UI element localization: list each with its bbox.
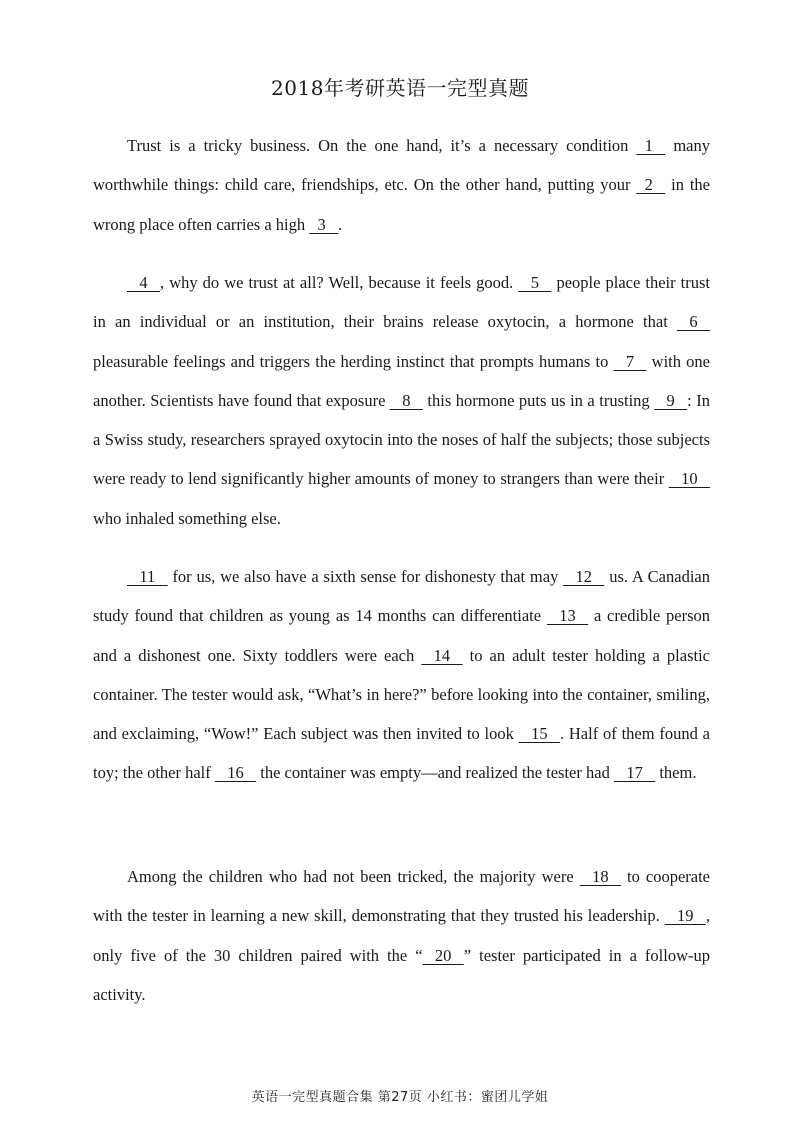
blank-3: 3	[309, 214, 339, 234]
text-segment: to cooperate with the tester in learning a new skill, demonstrating that they trusted his leadership.	[93, 867, 710, 926]
text-segment: many worthwhile things: child care, friendships, etc. On the other hand, putting your	[93, 136, 710, 195]
blank-15: 15	[518, 724, 560, 744]
paragraph-1	[93, 126, 710, 244]
text-segment: for us, we also have a sixth sense for dishonesty that may	[167, 567, 564, 586]
blank-16: 16	[214, 763, 257, 783]
text-segment: us. A Canadian study found that children as young as 14 months can differentiate	[93, 567, 710, 626]
text-segment: Trust is a tricky business. On the one hand, it’s a necessary condition	[127, 136, 637, 155]
text-segment: , only five of the 30 children paired with the “	[93, 906, 710, 965]
text-segment: ” tester participated in a follow-up activity.	[93, 945, 710, 1004]
page-footer: 英语一完型真题合集 第27页 小红书：蜜团儿学姐	[251, 1090, 549, 1105]
text-segment: to an adult tester holding a plastic container. The tester would ask, “What’s in here?” before looking into the container, smiling, and exclaiming, “Wow!” Each subject was then invited to look	[93, 645, 710, 744]
blank-12: 12	[563, 567, 605, 586]
paragraph-3	[93, 557, 710, 793]
blank-10: 10	[668, 469, 710, 489]
text-segment: this hormone puts us in a trusting	[422, 390, 655, 410]
document-title: 2018年考研英语一完型真题	[271, 76, 529, 100]
blank-7: 7	[613, 351, 647, 371]
text-segment: : In a Swiss study, researchers sprayed oxytocin into the noses of half the subjects; those subjects were ready to lend significantly higher amounts of money to strangers than were their	[93, 390, 711, 489]
text-segment: pleasurable feelings and triggers the herding instinct that prompts humans to	[93, 351, 614, 371]
blank-9: 9	[654, 390, 688, 410]
paragraph-2	[93, 263, 710, 538]
text-segment: them.	[655, 763, 697, 783]
blank-8: 8	[389, 390, 423, 410]
text-segment: in the wrong place often carries a high	[93, 175, 710, 234]
text-segment: , why do we trust at all? Well, because it feels good.	[160, 273, 519, 292]
blank-20: 20	[422, 945, 464, 965]
blank-11: 11	[127, 567, 168, 586]
text-segment: the container was empty—and realized the tester had	[256, 763, 614, 783]
text-segment: .	[338, 214, 343, 234]
text-segment: a credible person and a dishonest one. Sixty toddlers were each	[93, 606, 710, 665]
text-segment: people place their trust in an individual or an institution, their brains release oxytocin, a hormone that	[93, 273, 710, 332]
text-segment: who inhaled something else.	[93, 508, 281, 528]
blank-19: 19	[664, 906, 706, 926]
blank-14: 14	[421, 645, 463, 665]
blank-5: 5	[518, 273, 552, 292]
blank-6: 6	[677, 312, 710, 332]
text-segment: Among the children who had not been tricked, the majority were	[127, 867, 580, 886]
blank-13: 13	[546, 606, 589, 626]
text-segment: . Half of them found a toy; the other half	[93, 724, 711, 783]
blank-4: 4	[127, 273, 160, 292]
paragraph-4	[93, 857, 710, 1014]
text-segment: with one another. Scientists have found that exposure	[93, 351, 710, 410]
blank-2: 2	[636, 175, 666, 195]
blank-1: 1	[636, 136, 666, 155]
blank-18: 18	[579, 867, 621, 886]
blank-17: 17	[613, 763, 656, 783]
